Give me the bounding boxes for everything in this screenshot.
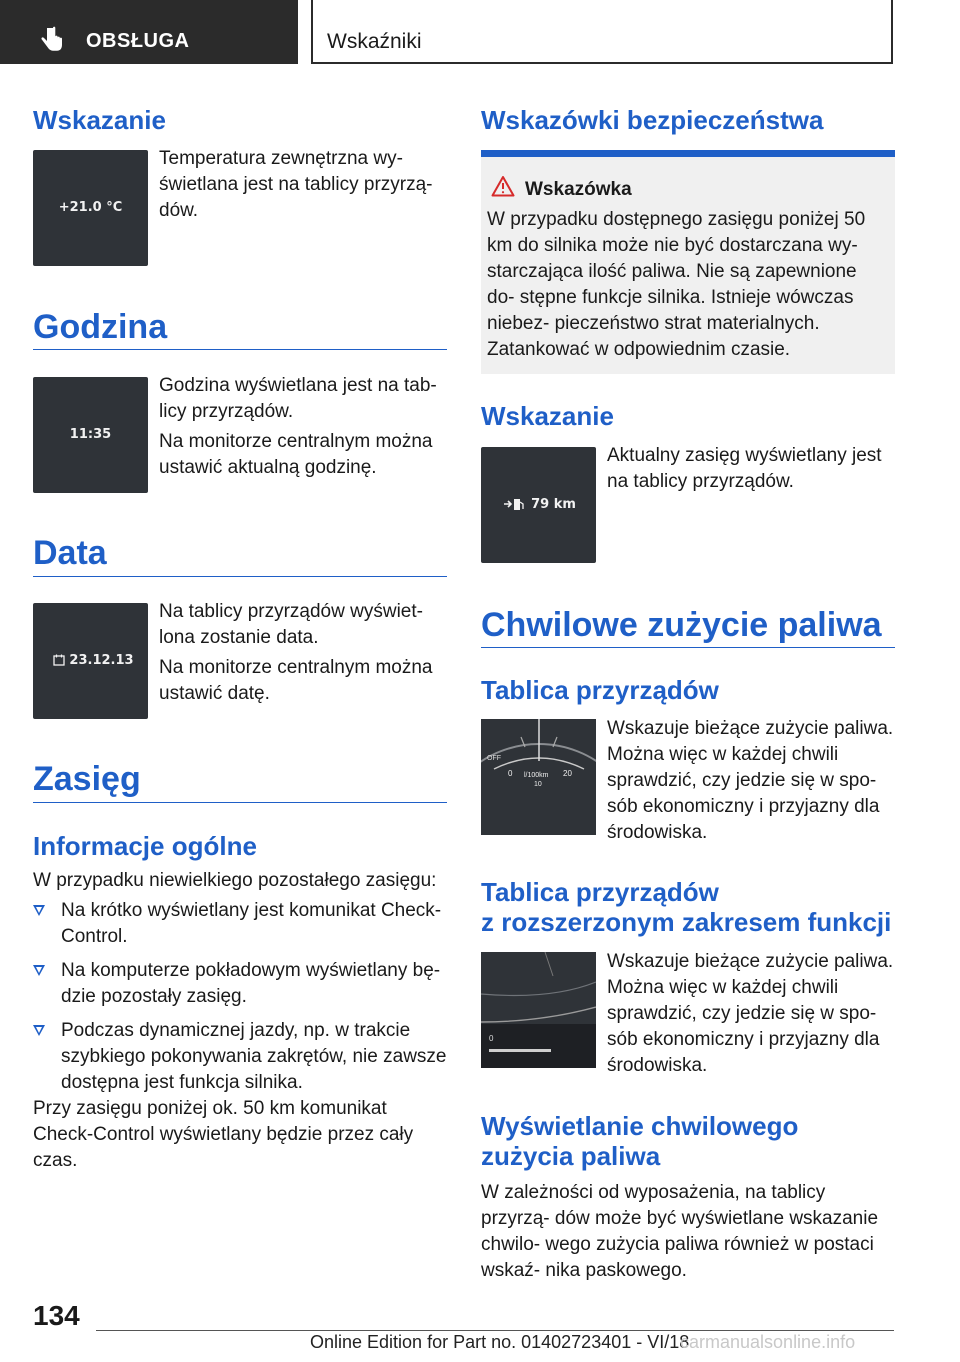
gauge-off-label: OFF	[487, 755, 501, 762]
wyswietlanie-text: W zależności od wyposażenia, na tablicy przyrzą- dów może być wyświetlane wskazanie chwilo- wego zużycia paliwa również w postaci wskaź- nika paskowego.	[481, 1182, 879, 1281]
section-rule	[33, 349, 447, 350]
outside-temp-display	[33, 150, 148, 266]
extended-cluster-graphic	[481, 952, 596, 1068]
date-value: 23.12.13	[69, 653, 134, 668]
temperature-value: +21.0 °C	[58, 200, 123, 215]
heading-tablica-ext-line2: z rozszerzonym zakresem funkcji	[481, 907, 892, 937]
heading-godzina: Godzina	[33, 308, 168, 346]
date-text-2: Na monitorze centralnym można ustawić datę.	[159, 657, 433, 704]
heading-zasieg: Zasięg	[33, 760, 141, 798]
heading-tablica: Tablica przyrządów	[481, 675, 719, 705]
watermark-text: carmanualsonline.info	[680, 1332, 856, 1352]
section-tab[interactable]	[0, 0, 298, 64]
tablica-ext-text: Wskazuje bieżące zużycie paliwa. Można więc w każdej chwili sprawdzić, czy jedzie się w spo- sób ekonomiczny i przyjazny dla środowiska.	[607, 951, 894, 1076]
heading-wyswietlanie-line2: zużycia paliwa	[481, 1141, 661, 1171]
consumption-gauge-image	[481, 719, 596, 835]
clock-text-2: Na monitorze centralnym można ustawić aktualną godzinę.	[159, 431, 433, 478]
footer-rule	[96, 1330, 894, 1331]
gauge-zero-label: 0	[508, 769, 513, 778]
range-bullet-list	[33, 898, 447, 1104]
section-rule	[481, 647, 895, 648]
triangle-bullet-icon	[33, 905, 45, 916]
warning-box	[481, 150, 895, 374]
range-intro: W przypadku niewielkiego pozostałego zasięgu:	[33, 870, 437, 891]
warning-title: Wskazówka	[525, 179, 632, 200]
range-display	[481, 447, 596, 563]
section-rule	[33, 576, 447, 577]
heading-tablica-ext-line1: Tablica przyrządów	[481, 877, 719, 907]
heading-wskazanie: Wskazanie	[33, 105, 166, 135]
clock-text-1: Godzina wyświetlana jest na tab- licy przyrządów.	[159, 375, 437, 422]
date-text-1: Na tablicy przyrządów wyświet- lona zostanie data.	[159, 601, 423, 648]
range-value: 79 km	[531, 497, 576, 512]
edition-text: Online Edition for Part no. 01402723401 - VI/18	[310, 1332, 690, 1352]
tablica-text: Wskazuje bieżące zużycie paliwa. Można więc w każdej chwili sprawdzić, czy jedzie się w spo- sób ekonomiczny i przyjazny dla środowiska.	[607, 718, 894, 843]
list-item: Na krótko wyświetlany jest komunikat Check-Control.	[33, 898, 447, 950]
temperature-text: Temperatura zewnętrzna wy- świetlana jest na tablicy przyrzą- dów.	[159, 148, 433, 221]
gauge-unit-label: l/100km	[524, 772, 549, 779]
clock-display	[33, 377, 148, 493]
heading-data: Data	[33, 534, 107, 572]
gauge-ten-label: 10	[534, 781, 542, 788]
extended-cluster-image	[481, 952, 596, 1068]
gauge-zero-label: 0	[489, 1034, 494, 1043]
heading-safety: Wskazówki bezpieczeństwa	[481, 105, 824, 135]
clock-value: 11:35	[69, 427, 112, 442]
triangle-bullet-icon	[33, 1025, 45, 1036]
heading-informacje-ogolne: Informacje ogólne	[33, 831, 257, 861]
warning-text: W przypadku dostępnego zasięgu poniżej 50 km do silnika może nie być dostarczana wy- starczająca ilość paliwa. Nie są zapewnione do- stępne funkcje silnika. Istnieje wówczas niebez- pieczeństwo strat materialnych. Zatankować w odpowiednim czasie.	[487, 209, 866, 360]
section-tab-label: OBSŁUGA	[86, 30, 190, 52]
hand-pointer-icon	[38, 26, 66, 54]
triangle-bullet-icon	[33, 965, 45, 976]
warning-triangle-icon	[491, 175, 515, 197]
heading-wyswietlanie	[481, 1111, 895, 1171]
range-text: Aktualny zasięg wyświetlany jest na tablicy przyrządów.	[607, 445, 882, 492]
chapter-tab[interactable]	[311, 0, 893, 64]
heading-wskazanie-range: Wskazanie	[481, 401, 614, 431]
list-item: Na komputerze pokładowym wyświetlany bę- dzie pozostały zasięg.	[33, 958, 447, 1010]
gauge-twenty-label: 20	[563, 769, 572, 778]
list-item: Podczas dynamicznej jazdy, np. w trakcie szybkiego pokonywania zakrętów, nie zawsze dostępna jest funkcja silnika.	[33, 1018, 447, 1096]
heading-tablica-extended	[481, 877, 895, 937]
chapter-tab-label: Wskaźniki	[327, 30, 422, 53]
section-rule	[33, 802, 447, 803]
heading-fuel-consumption: Chwilowe zużycie paliwa	[481, 606, 882, 644]
range-outro: Przy zasięgu poniżej ok. 50 km komunikat Check-Control wyświetlany będzie przez cały czas.	[33, 1098, 414, 1171]
page-number: 134	[33, 1300, 80, 1331]
date-display	[33, 603, 148, 719]
heading-wyswietlanie-line1: Wyświetlanie chwilowego	[481, 1111, 799, 1141]
